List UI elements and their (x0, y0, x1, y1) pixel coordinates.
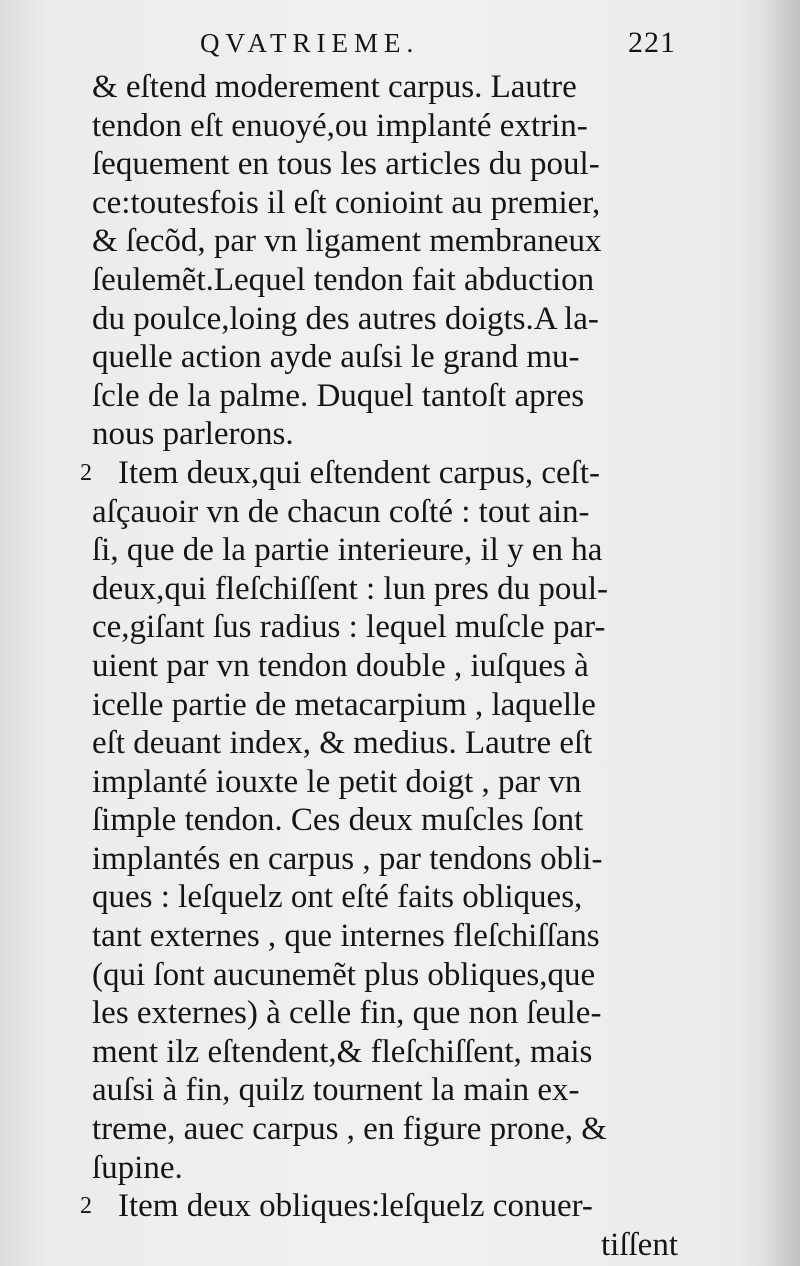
body-text (80, 68, 682, 1264)
text-line: Item deux,qui eſtendent carpus, ceſt- (118, 454, 600, 491)
running-title: QVATRIEME. (200, 28, 420, 58)
text-line: ques : leſquelz ont eſté faits obliques, (92, 879, 583, 916)
text-line: (qui ſont aucunemẽt plus obliques,que (92, 956, 596, 993)
text-line: & eſtend moderement carpus. Lautre (92, 69, 577, 105)
page-edge-shadow (760, 0, 800, 1266)
text-line: treme, auec carpus , en figure prone, & (92, 1111, 607, 1148)
text-line: icelle partie de metacarpium , laquelle (92, 686, 596, 723)
text-line: nous parlerons. (92, 416, 294, 453)
text-line: ce:toutesfois il eſt conioint au premier, (92, 184, 601, 221)
text-line: uient par vn tendon double , iuſques à (92, 647, 589, 684)
text-line: tant externes , que internes fleſchiſſans (92, 918, 600, 955)
text-line: ſequement en tous les articles du poul- (92, 146, 600, 183)
text-line: implantés en carpus , par tendons obli- (92, 840, 603, 877)
paragraph-first-line (80, 1187, 682, 1226)
page-number: 221 (628, 26, 676, 59)
text-line: implanté iouxte le petit doigt , par vn (92, 763, 582, 800)
text-line: ce,giſant ſus radius : lequel muſcle par- (92, 609, 606, 646)
text-line: ſeulemẽt.Lequel tendon fait abduction (92, 261, 595, 298)
text-line: eſt deuant index, & medius. Lautre eſt (92, 725, 593, 762)
text-line: quelle action ayde auſsi le grand mu- (92, 339, 580, 376)
margin-number: 2 (80, 459, 92, 486)
text-line: & ſecõd, par vn ligament membraneux (92, 223, 602, 260)
paragraph-first-line (80, 454, 682, 493)
text-line: aſçauoir vn de chacun coſté : tout ain- (92, 493, 590, 530)
catchword-line: tiſſent (601, 1226, 678, 1263)
text-line: tendon eſt enuoyé,ou implanté extrin- (92, 107, 588, 144)
text-line: ſi, que de la partie interieure, il y en ha (92, 532, 603, 569)
text-line: ſupine. (92, 1149, 183, 1186)
margin-number: 2 (80, 1193, 92, 1220)
text-line: deux,qui fleſchiſſent : lun pres du poul- (92, 570, 608, 607)
text-line: auſsi à fin, quilz tournent la main ex- (92, 1072, 580, 1109)
text-line: ment ilz eſtendent,& fleſchiſſent, mais (92, 1033, 593, 1070)
text-line: les externes) à celle fin, que non ſeule- (92, 995, 602, 1032)
running-head (200, 28, 680, 64)
text-line: Item deux obliques:leſquelz conuer- (118, 1188, 593, 1225)
text-line: du poulce,loing des autres doigts.A la- (92, 300, 599, 337)
text-line: ſimple tendon. Ces deux muſcles ſont (92, 802, 584, 839)
text-line: ſcle de la palme. Duquel tantoſt apres (92, 377, 585, 414)
